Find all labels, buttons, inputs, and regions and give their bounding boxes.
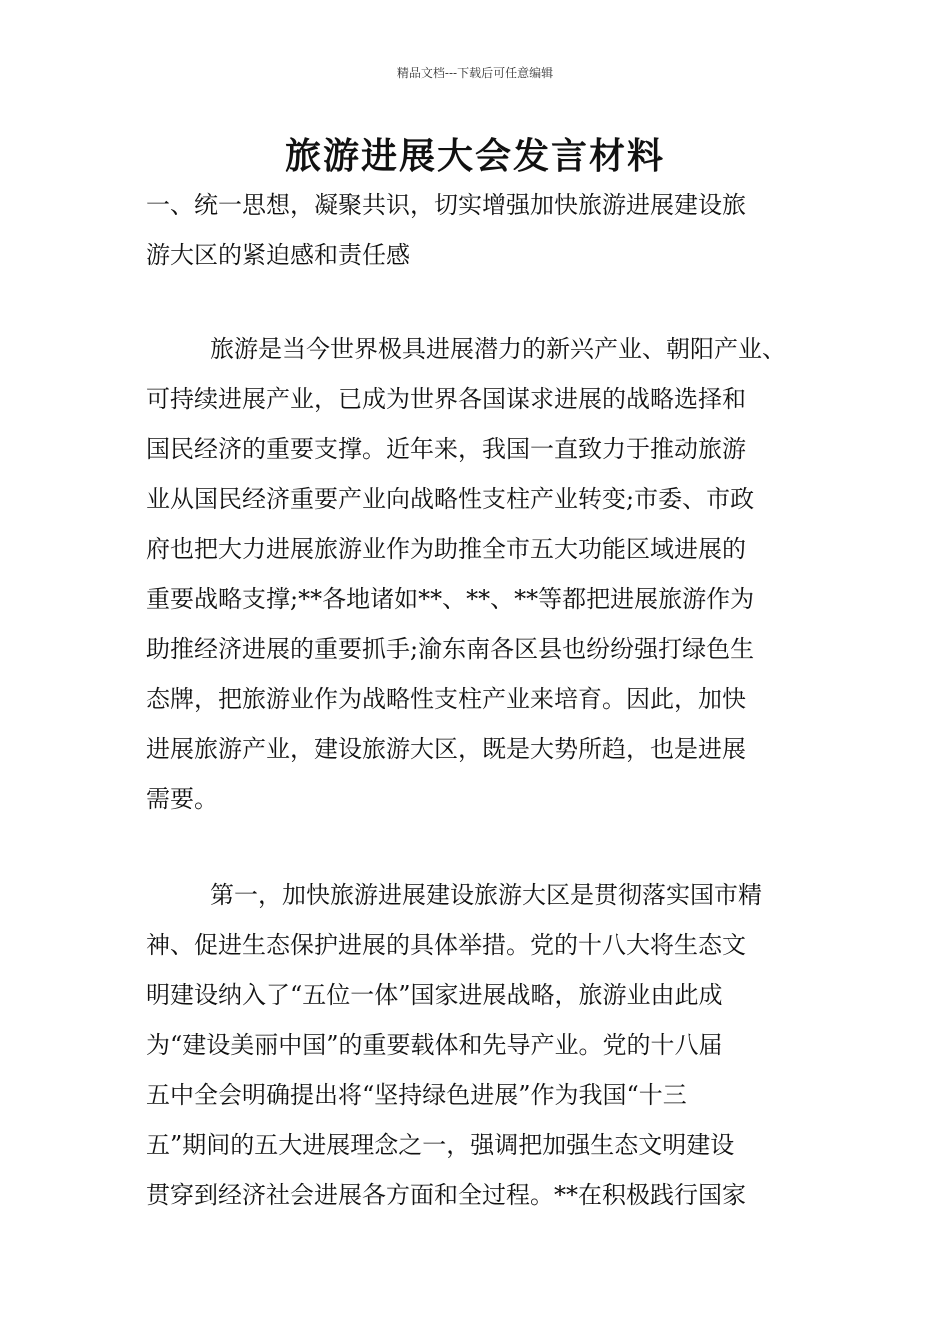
paragraph-line: 五”期间的五大进展理念之一，强调把加强生态文明建设 [146,1131,735,1159]
document-title: 旅游进展大会发言材料 [284,135,665,177]
paragraph-line: 为“建设美丽中国”的重要载体和先导产业。党的十八届 [146,1031,723,1059]
paragraph-line: 国民经济的重要支撑。近年来，我国一直致力于推动旅游 [146,435,746,463]
paragraph-line: 态牌，把旅游业作为战略性支柱产业来培育。因此，加快 [146,685,746,713]
paragraph-line: 进展旅游产业，建设旅游大区，既是大势所趋，也是进展 [146,735,746,763]
paragraph-line: 神、促进生态保护进展的具体举措。党的十八大将生态文 [146,931,746,959]
paragraph-2 [146,870,816,1220]
paragraph-line: 府也把大力进展旅游业作为助推全市五大功能区域进展的 [146,535,746,563]
heading-line: 游大区的紧迫感和责任感 [146,241,410,269]
paragraph-line: 五中全会明确提出将“坚持绿色进展”作为我国“十三 [146,1081,687,1109]
page-header: 精品文档---下载后可任意编辑 [396,66,554,80]
paragraph-1 [146,324,816,824]
paragraph-line: 助推经济进展的重要抓手;渝东南各区县也纷纷强打绿色生 [146,635,755,663]
paragraph-line: 业从国民经济重要产业向战略性支柱产业转变;市委、市政 [146,485,755,513]
section-heading [146,180,816,280]
heading-line: 一、统一思想，凝聚共识，切实增强加快旅游进展建设旅 [146,191,746,219]
paragraph-line: 明建设纳入了“五位一体”国家进展战略，旅游业由此成 [146,981,723,1009]
paragraph-line: 重要战略支撑;**各地诸如**、**、**等都把进展旅游作为 [146,585,755,613]
paragraph-line: 贯穿到经济社会进展各方面和全过程。**在积极践行国家 [146,1181,746,1209]
paragraph-line: 第一，加快旅游进展建设旅游大区是贯彻落实国市精 [210,881,762,909]
paragraph-line: 可持续进展产业，已成为世界各国谋求进展的战略选择和 [146,385,746,413]
paragraph-line: 需要。 [146,785,218,813]
paragraph-line: 旅游是当今世界极具进展潜力的新兴产业、朝阳产业、 [210,335,786,363]
